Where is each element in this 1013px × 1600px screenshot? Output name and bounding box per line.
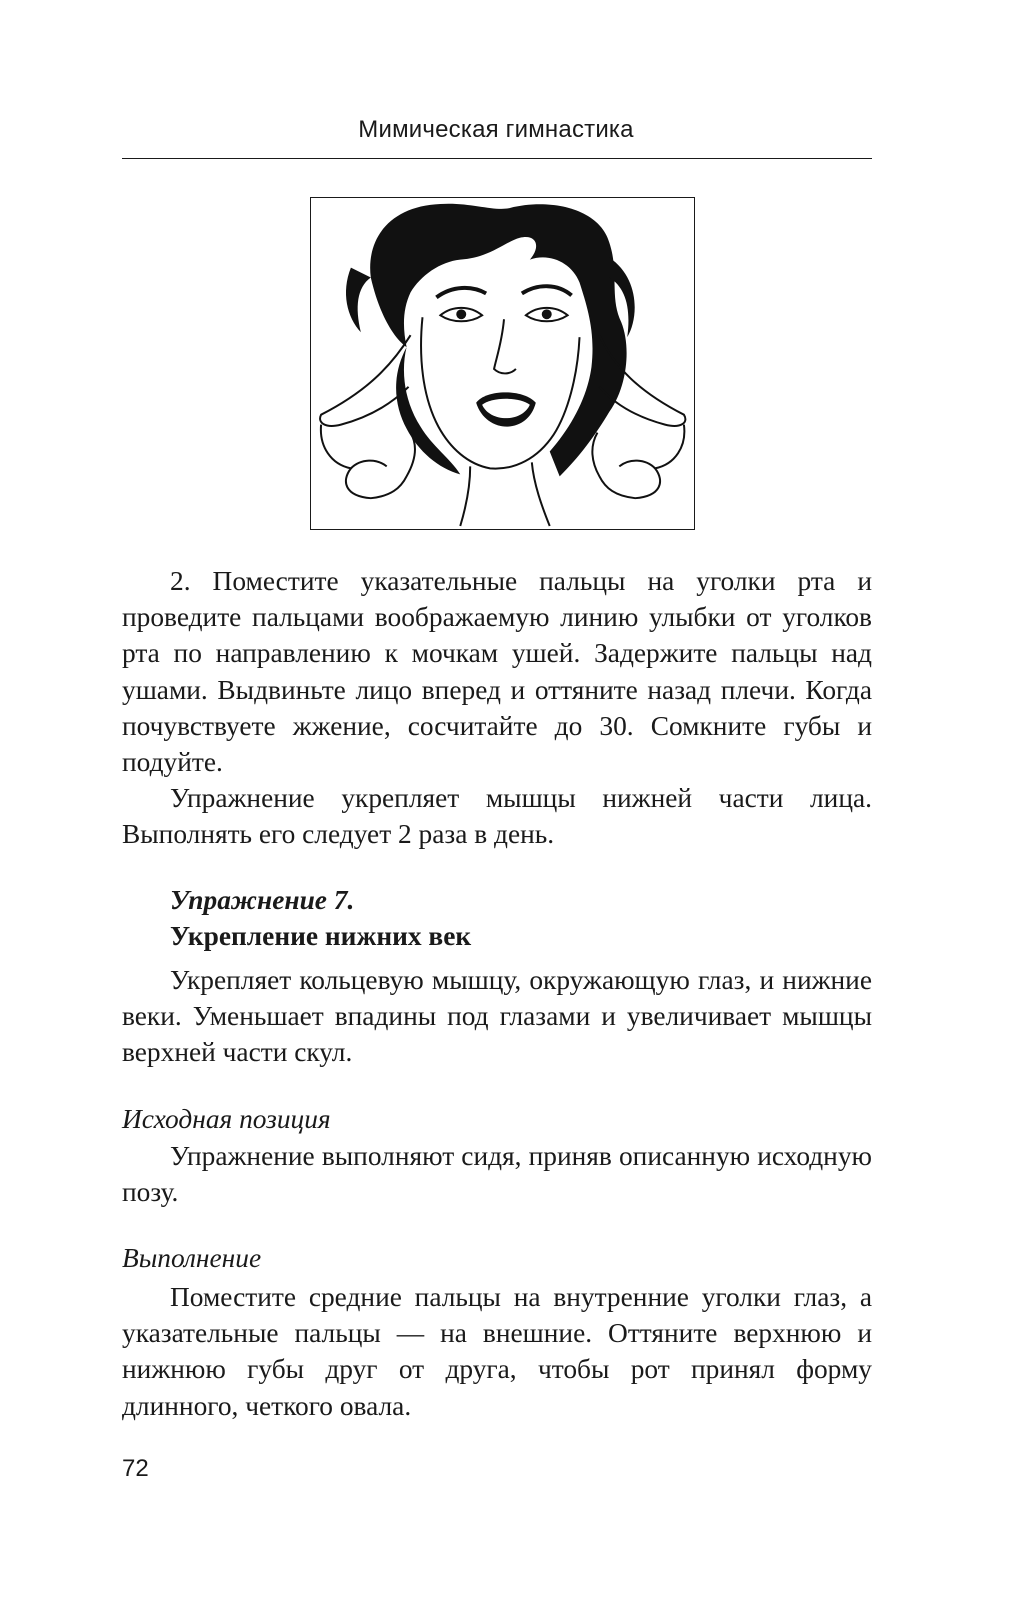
text-block-top: [122, 563, 872, 853]
illustration-face-exercise: [310, 197, 695, 530]
start-position-text: [122, 1138, 872, 1210]
exercise-number: Упражнение 7.: [170, 885, 355, 915]
page-number: 72: [122, 1455, 149, 1482]
woman-face-drawing: [311, 198, 694, 529]
exercise-title: Укрепление нижних век: [170, 921, 472, 951]
exercise-heading: [170, 882, 870, 954]
subheading-execution: Выполнение: [122, 1243, 262, 1273]
paragraph: Упражнение укрепляет мышцы нижней части лица. Выполнять его следует 2 раза в день.: [122, 783, 872, 850]
paragraph: Поместите средние пальцы на внутренние уголки глаз, а указательные пальцы — на внешние. Оттяните верхнюю и нижнюю губы друг от друга, чтобы рот принял форму длинного, четкого овала.: [122, 1282, 872, 1421]
execution-text: [122, 1279, 872, 1424]
paragraph: 2. Поместите указательные пальцы на уголки рта и проведите пальцами воображаемую линию улыбки от уголков рта по направлению к мочкам ушей. Задержите пальцы над ушами. Выдвиньте лицо вперед и оттяните назад плечи. Когда почувствуете жжение, сосчитайте до 30. Сомкните губы и подуйте.: [122, 566, 872, 778]
running-head: Мимическая гимнастика: [358, 116, 634, 143]
exercise-intro: [122, 962, 872, 1071]
subheading-start-position: Исходная позиция: [122, 1104, 331, 1134]
paragraph: Упражнение выполняют сидя, приняв описанную исходную позу.: [122, 1141, 872, 1208]
paragraph: Укрепляет кольцевую мышцу, окружающую глаз, и нижние веки. Уменьшает впадины под глазами и увеличивает мышцы верхней части скул.: [122, 965, 872, 1068]
header-rule: [122, 158, 872, 159]
